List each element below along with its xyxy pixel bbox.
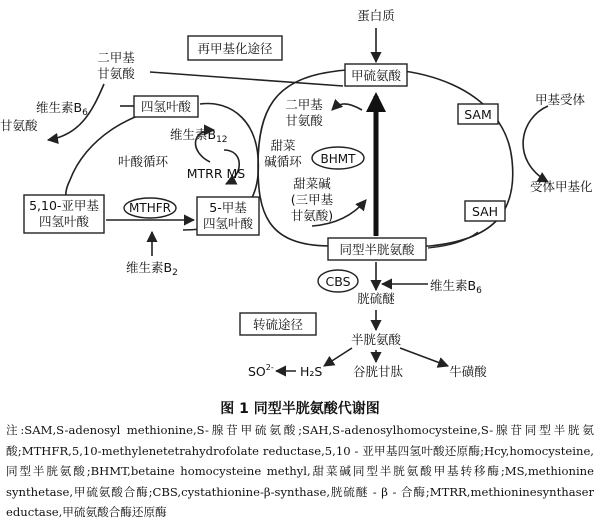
mtrr-ms-label: MTRR MS [186,166,246,181]
dmg-connector-line [150,72,343,86]
taurine-label: 牛磺酸 [449,364,487,379]
methionine-label: 甲硫氨酸 [350,68,402,83]
vit-b6-left-label: 维生素$B_6$ [36,100,88,118]
cbs-label: CBS [325,274,351,289]
protein-label: 蛋白质 [357,8,395,23]
vit-b2-label: 维生素$B_2$ [126,260,178,278]
sam-label: SAM [464,107,492,122]
cysteine-to-h2s-arrow [324,348,352,366]
transsulfuration-label: 转硫途径 [252,317,304,332]
methyl-thf-top-label: 5-甲基 [209,200,247,215]
methylene-thf-bottom-label: 四氢叶酸 [38,214,90,229]
dmg-inner-top-label: 二甲基 [285,97,323,112]
betaine-line2: (三甲基 [290,192,334,207]
glutathione-label: 谷胱甘肽 [352,364,404,379]
betaine-line1: 甜菜碱 [293,176,331,191]
sah-label: SAH [471,204,499,219]
vit-b12-label: 维生素$B_{12}$ [170,127,228,145]
homocysteine-label: 同型半胱氨酸 [339,242,415,257]
figure-caption: 图 1 同型半胱氨酸代谢图 [220,401,380,417]
cysteine-label: 半胱氨酸 [350,332,402,347]
so4-label: $SO^{2-}$ [248,363,274,379]
methyl-transfer-arrow [523,106,548,182]
betaine-cycle-top-label: 甜菜 [270,138,296,153]
dimethylglycine-top-label: 二甲基 [97,50,135,65]
thf-label: 四氢叶酸 [140,99,192,114]
cysteine-to-taurine-arrow [400,348,448,366]
dmg-inner-bottom-label: 甘氨酸 [285,113,323,128]
vit-b6-right-label: 维生素$B_6$ [430,278,482,296]
betaine-line3: 甘氨酸) [290,208,334,223]
betaine-cycle-bottom-label: 碱循环 [264,154,302,169]
cystathionine-label: 胱硫醚 [357,291,395,306]
dimethylglycine-bottom-label: 甘氨酸 [97,66,135,81]
methyl-thf-bottom-label: 四氢叶酸 [202,216,254,231]
folate-cycle-label: 叶酸循环 [118,154,169,169]
glycine-label: 甘氨酸 [0,118,38,133]
methylene-thf-top-label: 5,10-亚甲基 [29,198,99,213]
bhmt-label: BHMT [320,152,356,166]
remethylation-label: 再甲基化途径 [197,41,273,56]
h2s-label: H₂S [300,364,323,379]
methyl-donor-label: 甲基受体 [535,92,586,107]
methyl-acceptor-label: 受体甲基化 [530,179,593,194]
figure-note: 注:SAM,S-adenosyl methionine,S-腺苷甲硫氨酸;SAH,S-adenosylhomocysteine,S-腺苷同型半胱氨酸;MTHFR,5,10-methylenetetrahydrofolate reductase,5,10 - 亚甲基四氢叶酸还原酶;Hcy,homocysteine,同型半胱氨酸;BHMT,betaine homocysteine methyl,甜菜碱同型半胱氨酸甲基转移酶;MS,methionine synthetase,甲硫氨酸合酶;CBS,cystathionine-β-synthase,胱硫醚 - β - 合酶;MTRR,methioninesynthaser eductase,甲硫氨酸合酶还原酶 [6,423,594,519]
bhmt-to-dmg-arrow [332,104,362,110]
mthfr-label: MTHFR [129,201,171,215]
